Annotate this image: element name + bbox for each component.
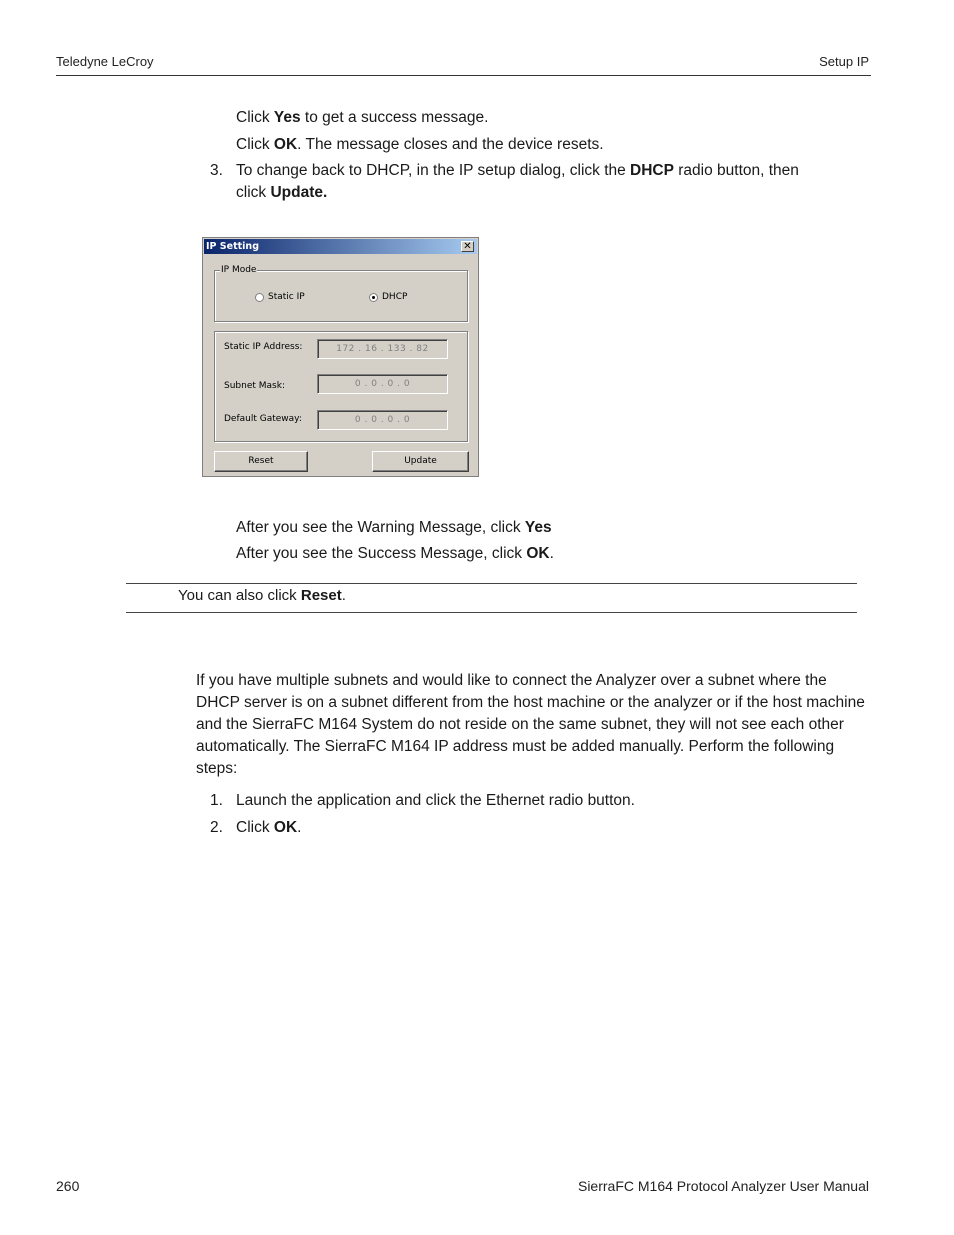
header-rule [56,75,871,76]
radio-dhcp-label[interactable]: DHCP [382,292,408,302]
step-3-number: 3. [210,162,223,179]
radio-dhcp[interactable] [369,293,378,302]
note-text: You can also click Reset. [178,587,346,604]
after-warning: After you see the Warning Message, click Yes [236,519,552,536]
radio-static-ip[interactable] [255,293,264,302]
subnet-mask-field[interactable]: 0 . 0 . 0 . 0 [317,374,448,394]
default-gateway-field[interactable]: 0 . 0 . 0 . 0 [317,410,448,430]
step-click-ok: Click OK. The message closes and the device resets. [236,136,604,153]
step-3-line1: To change back to DHCP, in the IP setup dialog, click the DHCP radio button, then [236,162,799,179]
subnet-mask-label: Subnet Mask: [224,381,285,391]
page-number: 260 [56,1178,80,1194]
ip-setting-dialog [202,237,479,477]
ip-mode-group [214,270,468,322]
header-left: Teledyne LeCroy [56,54,154,69]
dialog-title: IP Setting [206,241,259,252]
reset-button[interactable]: Reset [214,451,308,472]
dialog-title-bar [204,239,477,254]
static-ip-field[interactable]: 172 . 16 . 133 . 82 [317,339,448,359]
update-button[interactable]: Update [372,451,469,472]
close-icon[interactable]: ✕ [461,241,474,252]
static-ip-label: Static IP Address: [224,342,303,352]
ip-mode-group-label: IP Mode [221,265,257,275]
bottom-step-1-number: 1. [210,792,223,809]
body-paragraph: If you have multiple subnets and would like to connect the Analyzer over a subnet where the DHCP server is on a subnet different from the host machine or the analyzer or if the host machine and the SierraFC M164 System do not reside on the same subnet, they will not see each other automatically. The SierraFC M164 IP address must be added manually. Perform the following steps: [196,672,865,777]
bottom-step-1: Launch the application and click the Ethernet radio button. [236,792,635,809]
step-click-yes: Click Yes to get a success message. [236,109,489,126]
header-right: Setup IP [819,54,869,69]
step-3-line2: click Update. [236,184,328,201]
note-rule-bottom [126,612,857,613]
bottom-step-2: Click OK. [236,819,302,836]
radio-static-ip-label[interactable]: Static IP [268,292,305,302]
after-success: After you see the Success Message, click OK. [236,545,554,562]
note-rule-top [126,583,857,584]
bottom-step-2-number: 2. [210,819,223,836]
manual-title: SierraFC M164 Protocol Analyzer User Manual [577,1178,869,1194]
default-gateway-label: Default Gateway: [224,414,302,424]
